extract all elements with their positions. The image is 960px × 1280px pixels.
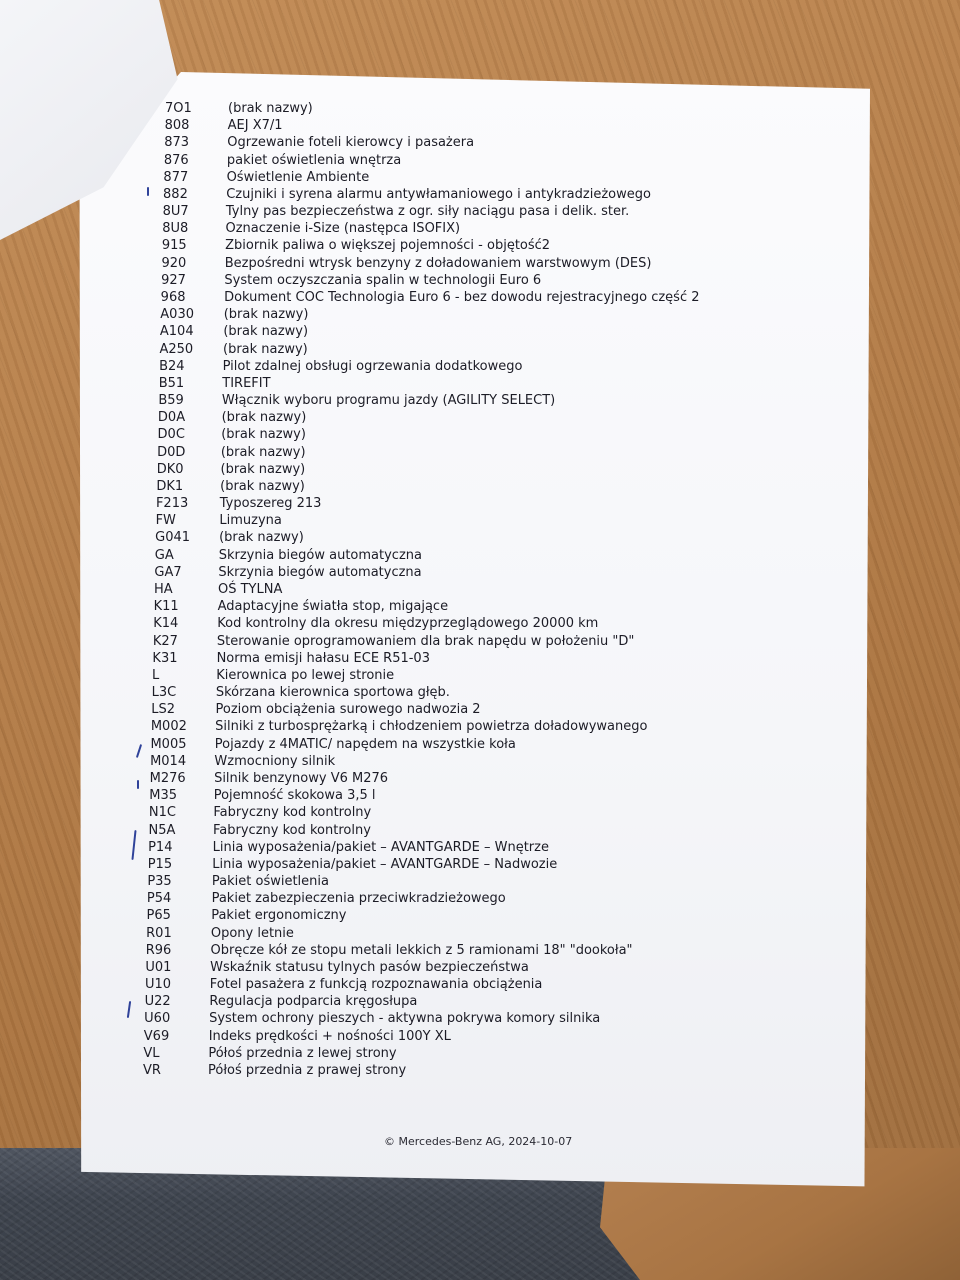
- option-code: K11: [153, 599, 179, 615]
- option-description: Pilot zdalnej obsługi ogrzewania dodatkowego: [222, 358, 523, 374]
- option-code: DK1: [156, 478, 184, 494]
- option-description: Fotel pasażera z funkcją rozpoznawania obciążenia: [209, 977, 543, 993]
- option-description: Zbiornik paliwa o większej pojemności - objętość2: [225, 238, 551, 254]
- option-description: Adaptacyjne światła stop, migające: [217, 599, 449, 615]
- option-code: K27: [152, 633, 178, 649]
- option-description: (brak nazwy): [220, 444, 306, 460]
- option-code: M35: [149, 788, 178, 804]
- option-code: 873: [164, 135, 190, 151]
- option-description: System oczyszczania spalin w technologii Euro 6: [224, 272, 542, 288]
- option-code: P15: [147, 856, 173, 872]
- option-description: Silniki z turbosprężarką i chłodzeniem powietrza doładowywanego: [215, 719, 648, 735]
- option-description: Wzmocniony silnik: [214, 753, 336, 769]
- option-code: U10: [144, 977, 172, 993]
- option-code: N5A: [148, 822, 176, 838]
- option-description: Skórzana kierownica sportowa głęb.: [215, 685, 450, 701]
- option-description: Sterowanie oprogramowaniem dla brak napędu w położeniu "D": [216, 633, 635, 649]
- option-description: Skrzynia biegów automatyczna: [218, 547, 422, 563]
- option-code: GA: [154, 547, 174, 563]
- copyright-footer: © Mercedes-Benz AG, 2024-10-07: [384, 1135, 573, 1148]
- option-code: 968: [160, 289, 186, 305]
- option-description: (brak nazwy): [219, 530, 304, 546]
- option-description: pakiet oświetlenia wnętrza: [226, 152, 402, 168]
- option-code: B24: [159, 358, 185, 374]
- option-code: R01: [146, 925, 172, 941]
- pen-mark: [137, 780, 139, 789]
- option-code: A104: [159, 324, 194, 340]
- option-code: U01: [145, 959, 172, 975]
- option-description: (brak nazwy): [228, 101, 313, 116]
- option-code: V69: [143, 1028, 170, 1044]
- option-description: AEJ X7/1: [227, 118, 283, 134]
- option-code: 882: [163, 186, 188, 202]
- option-description: Oświetlenie Ambiente: [226, 169, 370, 185]
- option-description: Obręcze kół ze stopu metali lekkich z 5 ramionami 18" "dookoła": [210, 942, 633, 958]
- option-code: 915: [161, 238, 187, 254]
- option-code: GA7: [154, 564, 182, 580]
- option-description: (brak nazwy): [221, 410, 307, 426]
- option-description: Skrzynia biegów automatyczna: [218, 564, 422, 580]
- option-description: Silnik benzynowy V6 M276: [214, 770, 389, 786]
- option-code: FW: [155, 513, 176, 529]
- option-code: P54: [146, 891, 172, 907]
- option-description: (brak nazwy): [223, 307, 309, 323]
- option-description: (brak nazwy): [220, 461, 306, 477]
- option-description: OŚ TYLNA: [218, 582, 283, 597]
- option-code: 8U8: [162, 221, 189, 237]
- option-code: 7O1: [165, 101, 192, 116]
- option-code: D0C: [157, 427, 185, 443]
- option-description: Limuzyna: [219, 513, 282, 529]
- option-code: A030: [160, 307, 194, 323]
- option-code: 808: [164, 118, 190, 134]
- option-code: D0A: [157, 410, 186, 426]
- option-code: 8U7: [162, 204, 189, 220]
- option-description: Wskaźnik statusu tylnych pasów bezpieczeństwa: [210, 959, 529, 975]
- option-description: Ogrzewanie foteli kierowcy i pasażera: [227, 135, 475, 151]
- option-description: Kierownica po lewej stronie: [216, 667, 395, 683]
- option-description: Linia wyposażenia/pakiet – AVANTGARDE – Wnętrze: [212, 839, 549, 855]
- option-description: Dokument COC Technologia Euro 6 - bez dowodu rejestracyjnego część 2: [224, 289, 700, 305]
- option-description: Pojemność skokowa 3,5 l: [213, 788, 376, 804]
- option-code: A250: [159, 341, 194, 357]
- option-description: Kod kontrolny dla okresu międzyprzeglądowego 20000 km: [217, 616, 599, 632]
- option-description: Opony letnie: [210, 925, 294, 941]
- option-description: System ochrony pieszych - aktywna pokrywa komory silnika: [209, 1011, 601, 1027]
- option-code: N1C: [148, 805, 176, 821]
- option-description: Fabryczny kod kontrolny: [213, 805, 372, 821]
- option-code: M276: [149, 770, 186, 786]
- option-description: Pojazdy z 4MATIC/ napędem na wszystkie koła: [214, 736, 516, 752]
- option-code: B51: [158, 375, 185, 391]
- option-description: (brak nazwy): [220, 478, 305, 494]
- option-description: Fabryczny kod kontrolny: [213, 822, 371, 838]
- option-code: LS2: [151, 702, 176, 718]
- option-description: Linia wyposażenia/pakiet – AVANTGARDE – Nadwozie: [212, 856, 558, 872]
- option-description: Półoś przednia z prawej strony: [208, 1063, 407, 1078]
- option-code: 876: [163, 152, 189, 168]
- option-description: Bezpośredni wtrysk benzyny z doładowaniem warstwowym (DES): [224, 255, 652, 271]
- option-description: Typoszereg 213: [219, 496, 322, 512]
- option-description: Pakiet oświetlenia: [211, 874, 329, 890]
- option-description: Oznaczenie i-Size (następca ISOFIX): [225, 221, 461, 237]
- option-code: K14: [153, 616, 179, 632]
- option-code: U22: [144, 994, 171, 1010]
- option-description: TIREFIT: [222, 375, 271, 391]
- option-description: Regulacja podparcia kręgosłupa: [209, 994, 418, 1010]
- option-description: Indeks prędkości + nośności 100Y XL: [208, 1028, 451, 1044]
- option-description: Norma emisji hałasu ECE R51-03: [216, 650, 430, 666]
- option-description: Tylny pas bezpieczeństwa z ogr. siły naciągu pasa i delik. ster.: [225, 204, 630, 220]
- option-code: VR: [143, 1063, 161, 1078]
- option-code: G041: [155, 530, 191, 546]
- option-code: B59: [158, 393, 184, 409]
- pen-mark: [147, 187, 149, 196]
- option-code: 920: [161, 255, 187, 271]
- option-code: F213: [155, 496, 189, 512]
- option-description: (brak nazwy): [223, 324, 309, 340]
- option-code: M005: [150, 736, 187, 752]
- option-code: VL: [143, 1045, 160, 1061]
- option-description: Półoś przednia z lewej strony: [208, 1045, 397, 1061]
- option-code: U60: [144, 1011, 171, 1027]
- option-code: L3C: [151, 685, 177, 701]
- option-code: DK0: [156, 461, 184, 477]
- option-description: Poziom obciążenia surowego nadwozia 2: [215, 702, 481, 718]
- option-code: HA: [154, 582, 173, 597]
- option-code: P14: [148, 839, 173, 855]
- option-code: 877: [163, 169, 189, 185]
- option-description: Pakiet ergonomiczny: [211, 908, 347, 924]
- option-code: K31: [152, 650, 178, 666]
- option-description: (brak nazwy): [223, 341, 308, 357]
- option-code: R96: [145, 942, 172, 958]
- option-description: Pakiet zabezpieczenia przeciwkradzieżowego: [211, 891, 506, 907]
- option-code: M002: [150, 719, 187, 735]
- option-code: 927: [161, 272, 186, 288]
- option-description: Czujniki i syrena alarmu antywłamaniowego i antykradzieżowego: [226, 186, 651, 202]
- option-description: (brak nazwy): [221, 427, 306, 443]
- option-code: D0D: [157, 444, 186, 460]
- option-description: Włącznik wyboru programu jazdy (AGILITY SELECT): [221, 393, 556, 409]
- option-code: P35: [147, 874, 172, 890]
- option-code: P65: [146, 908, 171, 924]
- option-code: M014: [150, 753, 187, 769]
- option-code: L: [152, 667, 160, 683]
